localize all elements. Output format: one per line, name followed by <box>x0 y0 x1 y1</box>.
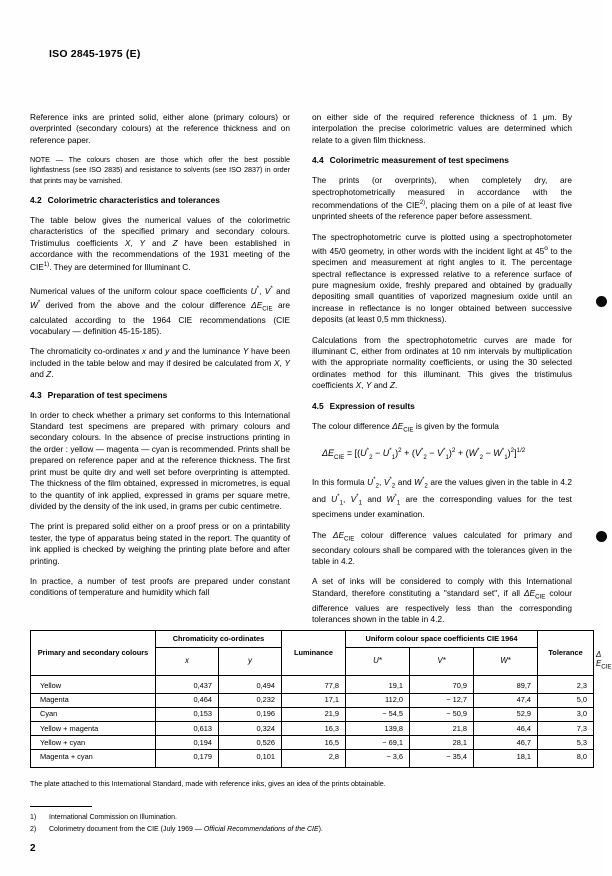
table-cell-x: 0,179 <box>156 750 219 768</box>
footnote-ref-1: 1) <box>43 262 50 269</box>
left-para-1: Reference inks are printed solid, either alone (primary colours) or overprinted (secondary colours) at the reference thickness and on reference paper. <box>30 112 290 145</box>
table-cell-U: − 69,1 <box>346 736 410 750</box>
table-cell-y: 0,494 <box>219 676 282 694</box>
table-cell-W: 46,4 <box>474 722 538 736</box>
table-cell-dE: 2,3 <box>538 676 594 694</box>
t: . <box>51 369 54 380</box>
section-4-5-number: 4.5 <box>312 400 324 411</box>
t: are the corresponding values for the test specimens under examination. <box>312 494 572 520</box>
table-cell-U: 139,8 <box>346 722 410 736</box>
left-note: NOTE — The colours chosen are those which offer the best possible lightfastness (see ISO 2835) and resistance to solvents (see ISO 2837) in order that prints may be varnished. <box>30 155 290 185</box>
t: . They are determined for Illuminant C. <box>49 262 191 273</box>
fn2-b: ). <box>318 826 323 833</box>
symbol-X: X <box>124 237 131 248</box>
subscript-cie-2: CIE <box>403 426 414 434</box>
table-cell-V: − 12,7 <box>410 693 474 707</box>
symbol-delta-E: ΔE <box>251 299 263 310</box>
symbol-V1: V <box>350 494 357 505</box>
t: , <box>378 476 384 487</box>
header-sym-x: x <box>156 647 219 676</box>
colour-difference-formula: $\Delta E_{CIE} = [(U^*_2 - U^*_1)^2 + (V^*_2 - V^*_1)^2 + (W^*_2 - W^*_1)^2]^{1/2}$ <box>322 446 526 461</box>
table-cell-y: 0,196 <box>219 707 282 721</box>
symbol-W2: W <box>414 476 422 487</box>
t: and <box>272 285 290 296</box>
section-4-2-title: Colorimetric characteristics and tolerances <box>47 194 220 205</box>
table-cell-V: 28,1 <box>410 736 474 750</box>
t: , <box>343 494 351 505</box>
t: and <box>30 369 47 380</box>
table-cell-Y: 17,1 <box>282 693 346 707</box>
right-para-4-5-1 <box>312 421 572 436</box>
footnote-1 <box>30 812 450 823</box>
symbol-Y: Y <box>139 237 146 248</box>
table-cell-U: − 54,5 <box>346 707 410 721</box>
footnotes-block <box>30 806 450 836</box>
table-cell-Y: 21,9 <box>282 707 346 721</box>
table-cell-name: Cyan <box>31 707 156 721</box>
symbol-U2: U <box>367 476 374 487</box>
right-para-4-5-4 <box>312 576 572 625</box>
table-cell-V: 21,8 <box>410 722 474 736</box>
colorimetric-data-table <box>30 630 612 768</box>
header-luminance: Luminance <box>282 631 346 676</box>
header-colour-name: Primary and secondary colours <box>31 631 156 676</box>
header-ucs: Uniform colour space coefficients CIE 1964 <box>346 631 538 648</box>
symbol-Z3: Z <box>389 380 395 391</box>
table-cell-Y: 16,5 <box>282 736 346 750</box>
table-cell-dE: 5,3 <box>538 736 594 750</box>
left-para-4-2-1 <box>30 215 290 274</box>
table-cell-W: 46,7 <box>474 736 538 750</box>
star-3: * <box>37 298 41 306</box>
left-para-4-3-1: In order to check whether a primary set conforms to this International Standard test specimens are prepared with primary colours and secondary colours. In the absence of precise instructions printing in the order : yellow — magenta — cyan is recommended. Prints shall be prepared on reference paper and at the reference thickness. The first print must be quite dry and well set before overprinting is attempted. The thickness of the film obtained, expressed in micrometres, is equal to the quantity of ink applied, expressed in grams per square metre, divided by the density of the ink used, in grams per cubic centimetre. <box>30 409 290 511</box>
table-cell-W: 47,4 <box>474 693 538 707</box>
header-tolerance: Tolerance <box>538 631 594 676</box>
t: and <box>146 346 166 357</box>
symbol-x: x <box>141 346 147 357</box>
table-cell-U: 19,1 <box>346 676 410 694</box>
table-cell-y: 0,101 <box>219 750 282 768</box>
degree-symbol: o <box>544 245 548 253</box>
t: , <box>361 380 366 391</box>
t: Numerical values of the uniform colour space coefficients <box>30 285 251 296</box>
table-cell-x: 0,464 <box>156 693 219 707</box>
section-4-4-heading <box>312 155 572 166</box>
t: and <box>395 476 415 487</box>
footnote-1-text: International Commission on Illumination. <box>49 814 178 821</box>
t: and <box>145 237 173 248</box>
table-cell-y: 0,232 <box>219 693 282 707</box>
right-para-4-4-1 <box>312 175 572 222</box>
table-body <box>31 676 594 768</box>
table-cell-x: 0,194 <box>156 736 219 750</box>
footnote-2-text <box>49 824 450 835</box>
page-number: 2 <box>30 843 36 854</box>
table-cell-V: − 35,4 <box>410 750 474 768</box>
t: . <box>394 380 398 391</box>
table-cell-W: 18,1 <box>474 750 538 768</box>
t: Calculations from the spectrophotometric curves are made for illuminant C, either from ordinates at 10 nm intervals by multiplication with the appropriate normality coefficients, or using the 30 selected ordinates method for this illuminant. This gives the tristimulus coefficients <box>312 334 572 391</box>
star-1: * <box>256 284 260 292</box>
table-cell-y: 0,526 <box>219 736 282 750</box>
t: In this formula <box>312 476 368 487</box>
footnote-ref-2: 2) <box>419 200 426 207</box>
table-row <box>31 722 594 736</box>
symbol-V-star: V <box>264 285 271 296</box>
t: derived from the above and the colour difference <box>40 299 252 310</box>
fn2-a: Colorimetry document from the CIE (July 1969 — <box>49 826 204 833</box>
t: colour difference values calculated for primary and secondary colours shall be compared with the tolerances given in the table in 4.2. <box>312 529 572 567</box>
t: , <box>279 357 285 368</box>
section-4-4-title: Colorimetric measurement of test specimens <box>329 155 509 166</box>
symbol-delta-E-3: ΔE <box>332 529 345 540</box>
footnote-1-marker: 1) <box>30 814 37 821</box>
table-row <box>31 707 594 721</box>
t: are calculated according to the 1964 CIE recommendations (CIE vocabulary — definition 45-15-185). <box>30 299 291 337</box>
symbol-y: y <box>165 346 170 357</box>
t: The table below gives the numerical values of the colorimetric characteristics of the specified primary and secondary colours. Tristimulus coefficients <box>30 214 290 248</box>
star-2: * <box>270 284 273 292</box>
header-sym-y: y <box>219 647 282 676</box>
left-para-4-2-3 <box>30 346 290 380</box>
section-4-3-heading <box>30 390 290 401</box>
symbol-delta-E-2: ΔE <box>392 420 404 431</box>
right-para-4-4-2 <box>312 232 572 326</box>
left-column <box>30 112 290 635</box>
t: colour difference values are respectively less than the corresponding tolerances shown in the table in 4.2. <box>312 587 572 625</box>
table-cell-V: − 50,9 <box>410 707 474 721</box>
left-para-4-3-2: The print is prepared solid either on a proof press or on a printability tester, the type of apparatus being stated in the report. The quantity of ink applied is checked by weighing the printing plate before and after printing. <box>30 521 290 566</box>
subscript-cie-3: CIE <box>344 535 355 543</box>
left-para-4-3-3: In practice, a number of test proofs are prepared under constant conditions of temperature and humidity which fall <box>30 575 290 598</box>
table-row <box>31 693 594 707</box>
table-cell-x: 0,153 <box>156 707 219 721</box>
t: is given by the formula <box>413 420 499 431</box>
section-4-3-title: Preparation of test specimens <box>47 389 168 400</box>
table-cell-dE: 8,0 <box>538 750 594 768</box>
left-para-4-2-2 <box>30 283 290 338</box>
t: The colour difference <box>312 420 393 431</box>
table-row <box>31 676 594 694</box>
t: and the luminance <box>169 346 243 357</box>
t: have been included in the table below and may if desired be calculated from <box>30 346 290 368</box>
table-cell-U: − 3,6 <box>346 750 410 768</box>
table-cell-dE: 5,0 <box>538 693 594 707</box>
two-column-body <box>30 112 573 635</box>
registration-dot-upper <box>596 296 607 307</box>
symbol-X2: X <box>273 357 280 368</box>
table-cell-Y: 2,8 <box>282 750 346 768</box>
footnote-separator-rule <box>30 806 92 807</box>
fn2-italic: Official Recommendations of the CIE <box>203 826 319 833</box>
symbol-Z: Z <box>172 237 178 248</box>
t: and <box>371 380 390 391</box>
table-row <box>31 750 594 768</box>
section-4-5-heading <box>312 401 572 412</box>
symbol-X3: X <box>355 380 362 391</box>
symbol-V2: V <box>383 476 390 487</box>
section-4-4-number: 4.4 <box>312 155 324 166</box>
header-sym-V: V* <box>410 647 474 676</box>
section-4-2-number: 4.2 <box>30 194 42 205</box>
section-4-5-title: Expression of results <box>329 400 415 411</box>
right-para-4-4-3 <box>312 335 572 392</box>
symbol-U-star: U <box>250 285 257 296</box>
t: have been established in accordance with the recommendations of the 1931 meeting of the CIE <box>30 237 290 273</box>
t: are the values given in the table in 4.2 and <box>312 476 572 505</box>
table-header-row-1 <box>31 631 594 648</box>
table-head <box>31 631 612 676</box>
table-cell-W: 89,7 <box>474 676 538 694</box>
table-cell-dE: 3,0 <box>538 707 594 721</box>
table-cell-name: Magenta + cyan <box>31 750 156 768</box>
document-header: ISO 2845-1975 (E) <box>49 48 141 60</box>
table-cell-name: Yellow + magenta <box>31 722 156 736</box>
table-cell-V: 70,9 <box>410 676 474 694</box>
subscript-cie-4: CIE <box>535 593 546 601</box>
table-cell-Y: 77,8 <box>282 676 346 694</box>
t: The prints (or overprints), when completely dry, are spectrophotometrically measured in accordance with the recommendations of the CIE <box>312 175 572 210</box>
table-cell-U: 112,0 <box>346 693 410 707</box>
header-sym-U: U* <box>346 647 410 676</box>
right-para-4-5-2: In this formula $U^*_2$, $V^*_2$ and $W^*_2$ are the values given in the table in 4.2 and $U^*_1$, $V^*_1$ and $W^*_1$ are the corresponding values for the test specimens under examination. <box>312 475 572 520</box>
colorimetric-data-table-wrapper <box>30 630 612 768</box>
table-cell-x: 0,613 <box>156 722 219 736</box>
footnote-2 <box>30 824 450 835</box>
t: and <box>362 494 387 505</box>
table-cell-Y: 16,3 <box>282 722 346 736</box>
table-cell-W: 52,9 <box>474 707 538 721</box>
t: A set of inks will be considered to comply with this International Standard, therefore constituting a ''standard set'', if all <box>312 576 572 598</box>
table-cell-name: Yellow + cyan <box>31 736 156 750</box>
symbol-Y2: Y <box>242 346 249 357</box>
right-para-1: on either side of the required reference thickness of 1 μm. By interpolation the precise colorimetric values are determined which relate to a given film thickness. <box>312 112 572 145</box>
table-row <box>31 736 594 750</box>
subscript-cie: CIE <box>262 305 273 313</box>
t: The <box>312 529 333 540</box>
symbol-U1: U <box>331 494 338 505</box>
t: The chromaticity co-ordinates <box>30 346 142 357</box>
table-cell-dE: 7,3 <box>538 722 594 736</box>
t: to the specimen and measurement at right angles to it. The percentage spectral reflectance is expressed relative to a reference surface of pure magnesium oxide, freshly prepared and obtained by gradually depositing small quantities of vaporized magnesium oxide until an increase in reflectance is no longer obtained between successive deposits (at least 0,5 mm thickness). <box>312 245 572 325</box>
t: , <box>259 285 265 296</box>
symbol-delta-E-4: ΔE <box>523 587 536 598</box>
header-sym-W: W* <box>474 647 538 676</box>
t: , <box>130 237 140 248</box>
sym-dE-sub: CIE <box>601 663 612 671</box>
symbol-Y4: Y <box>365 380 372 391</box>
symbol-Z2: Z <box>46 369 52 380</box>
footnote-2-marker: 2) <box>30 826 37 833</box>
t: The spectrophotometric curve is plotted using a spectrophotometer with 45/0 geometry, in other words with the incident light at 45 <box>312 231 572 256</box>
table-cell-y: 0,324 <box>219 722 282 736</box>
t: , placing them on a pile of at least five unprinted sheets of the reference paper before assessment. <box>312 199 572 222</box>
table-cell-name: Yellow <box>31 676 156 694</box>
right-column <box>312 112 572 635</box>
symbol-W1: W <box>386 494 395 505</box>
table-cell-x: 0,437 <box>156 676 219 694</box>
symbol-Y3: Y <box>284 357 290 368</box>
header-chromaticity: Chromaticity co-ordinates <box>156 631 282 648</box>
table-cell-name: Magenta <box>31 693 156 707</box>
plate-note: The plate attached to this International Standard, made with reference inks, gives an idea of the prints obtainable. <box>30 780 386 788</box>
right-para-4-5-3 <box>312 530 572 568</box>
registration-dot-lower <box>596 531 607 542</box>
section-4-2-heading <box>30 195 290 206</box>
sym-dE-text: Δ E <box>596 649 602 668</box>
symbol-W-star: W <box>30 299 38 310</box>
section-4-3-number: 4.3 <box>30 389 42 400</box>
